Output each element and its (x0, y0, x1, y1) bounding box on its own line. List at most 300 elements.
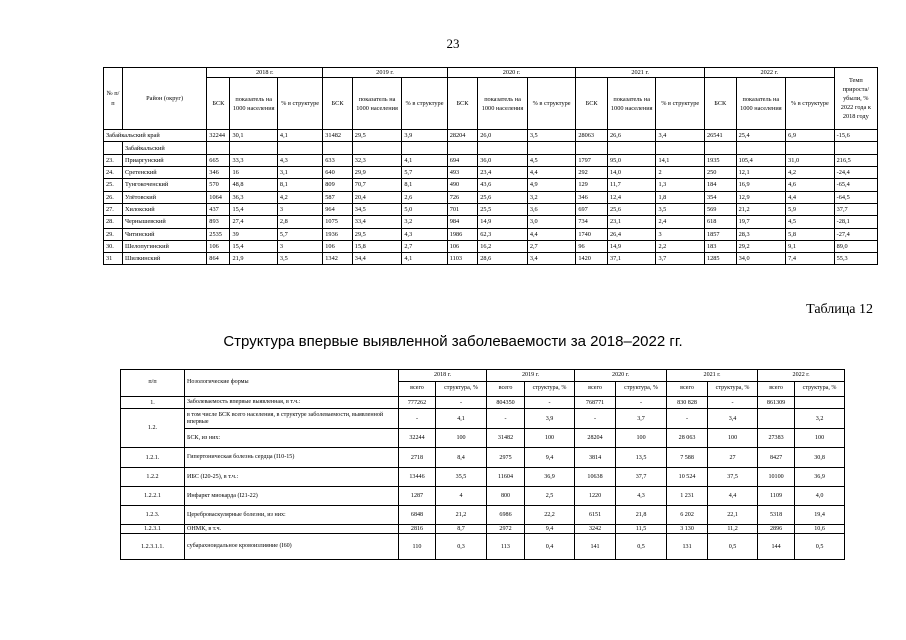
table-row (121, 506, 845, 525)
value-cell: 3,5 (527, 130, 576, 142)
district-name: Тунгокоченский (122, 179, 206, 191)
value-cell: 12,1 (736, 167, 786, 179)
value-cell: 106 (447, 240, 478, 252)
district-name: Шелопугинский (122, 240, 206, 252)
table-row (121, 525, 845, 534)
value-cell: 2718 (399, 448, 436, 468)
value-cell: 2816 (399, 525, 436, 534)
value-cell: 984 (447, 216, 478, 228)
value-cell: 3 130 (667, 525, 708, 534)
value-cell: 2,7 (527, 240, 576, 252)
value-cell: 665 (207, 154, 230, 166)
value-cell: 26,4 (607, 228, 655, 240)
sub-header: БСК (704, 78, 736, 130)
value-cell: 8,1 (277, 179, 322, 191)
value-cell: 861309 (758, 397, 795, 409)
value-cell: 0,5 (616, 534, 667, 560)
value-cell: 3,4 (656, 130, 705, 142)
value-cell: 37,7 (834, 203, 877, 215)
district-name: Хилокский (122, 203, 206, 215)
value-cell: 6,9 (786, 130, 835, 142)
sub-header: всего (758, 382, 795, 397)
value-cell: 1740 (576, 228, 608, 240)
value-cell: 28,3 (736, 228, 786, 240)
value-cell: 20,4 (352, 191, 402, 203)
value-cell: 15,4 (230, 240, 277, 252)
value-cell: 14,9 (607, 240, 655, 252)
sub-header: % в структуре (402, 78, 447, 130)
value-cell: 37,7 (616, 468, 667, 487)
row-number: 27. (104, 203, 123, 215)
value-cell: - (575, 409, 616, 429)
value-cell: 105,4 (736, 154, 786, 166)
value-cell: 31482 (487, 429, 525, 448)
value-cell (323, 142, 353, 154)
row-number: 25. (104, 179, 123, 191)
value-cell: 2,2 (656, 240, 705, 252)
sub-header: всего (487, 382, 525, 397)
value-cell (607, 142, 655, 154)
sub-header: % в структуре (527, 78, 576, 130)
value-cell: 36,0 (478, 154, 528, 166)
value-cell: 32244 (399, 429, 436, 448)
sub-header: структура, % (616, 382, 667, 397)
row-number: 1.2.3.1 (121, 525, 185, 534)
value-cell: 34,4 (352, 253, 402, 265)
year-header: 2021 г. (667, 370, 758, 382)
value-cell: 804350 (487, 397, 525, 409)
table-row (121, 448, 845, 468)
value-cell: 23,4 (478, 167, 528, 179)
value-cell: 31,0 (786, 154, 835, 166)
value-cell: 36,9 (795, 468, 845, 487)
row-number: 1.2.3.1.1. (121, 534, 185, 560)
value-cell: 777262 (399, 397, 436, 409)
value-cell: 21,9 (230, 253, 277, 265)
value-cell: 29,2 (736, 240, 786, 252)
district-name: Сретенский (122, 167, 206, 179)
value-cell: 106 (323, 240, 353, 252)
value-cell: 100 (795, 429, 845, 448)
value-cell: 30,8 (795, 448, 845, 468)
col-forms-header: Нозологические формы (185, 370, 399, 397)
value-cell: 25,6 (478, 191, 528, 203)
value-cell: 21,8 (616, 506, 667, 525)
value-cell: 4,3 (616, 487, 667, 506)
value-cell: 292 (576, 167, 608, 179)
district-name: Читинский (122, 228, 206, 240)
row-number: 24. (104, 167, 123, 179)
structure-table (120, 369, 845, 560)
form-name: субарахноидальное кровоизлияние (I60) (185, 534, 399, 560)
value-cell: 9,1 (786, 240, 835, 252)
value-cell: 768771 (575, 397, 616, 409)
value-cell: 0,5 (795, 534, 845, 560)
value-cell: 0,3 (436, 534, 487, 560)
value-cell: 110 (399, 534, 436, 560)
value-cell: 100 (616, 429, 667, 448)
value-cell: 9,4 (525, 448, 575, 468)
value-cell: 9,4 (525, 525, 575, 534)
value-cell: 3 (277, 203, 322, 215)
value-cell: 1,8 (656, 191, 705, 203)
value-cell: 113 (487, 534, 525, 560)
value-cell: 1342 (323, 253, 353, 265)
sub-header: всего (575, 382, 616, 397)
value-cell: 3,6 (527, 203, 576, 215)
form-name: БСК, из них: (185, 429, 399, 448)
value-cell: 8427 (758, 448, 795, 468)
value-cell: 15,4 (230, 203, 277, 215)
value-cell (704, 142, 736, 154)
row-number: 29. (104, 228, 123, 240)
district-name: Улётовский (122, 191, 206, 203)
value-cell: 33,3 (230, 154, 277, 166)
value-cell (230, 142, 277, 154)
value-cell: 2975 (487, 448, 525, 468)
value-cell: 7,4 (786, 253, 835, 265)
value-cell: 25,5 (478, 203, 528, 215)
year-header: 2022 г. (758, 370, 845, 382)
value-cell: 2,8 (277, 216, 322, 228)
value-cell: 3,9 (525, 409, 575, 429)
value-cell: 28 063 (667, 429, 708, 448)
year-header: 2019 г. (323, 68, 447, 78)
value-cell: 493 (447, 167, 478, 179)
value-cell: 13,5 (616, 448, 667, 468)
value-cell: 3,5 (656, 203, 705, 215)
value-cell: 633 (323, 154, 353, 166)
value-cell: 11,5 (616, 525, 667, 534)
sub-header: структура, % (795, 382, 845, 397)
value-cell: 16 (230, 167, 277, 179)
value-cell: 830 828 (667, 397, 708, 409)
table-row (104, 179, 878, 191)
table-row (104, 216, 878, 228)
value-cell: 701 (447, 203, 478, 215)
value-cell: 4,4 (708, 487, 758, 506)
value-cell: 27383 (758, 429, 795, 448)
value-cell: - (708, 397, 758, 409)
value-cell: 0,4 (525, 534, 575, 560)
value-cell: 29,9 (352, 167, 402, 179)
value-cell: 5,9 (786, 203, 835, 215)
year-header: 2018 г. (399, 370, 487, 382)
value-cell: 33,4 (352, 216, 402, 228)
value-cell: -64,5 (834, 191, 877, 203)
value-cell: 16,9 (736, 179, 786, 191)
value-cell: 2896 (758, 525, 795, 534)
value-cell: 4,2 (277, 191, 322, 203)
value-cell: 4 (436, 487, 487, 506)
value-cell: 640 (323, 167, 353, 179)
value-cell: 4,1 (436, 409, 487, 429)
value-cell: 809 (323, 179, 353, 191)
sub-header: показатель на 1000 населения (478, 78, 528, 130)
value-cell: 3,0 (527, 216, 576, 228)
value-cell: 34,5 (352, 203, 402, 215)
sub-header: БСК (323, 78, 353, 130)
value-cell: 4,5 (527, 154, 576, 166)
value-cell: 3,9 (402, 130, 447, 142)
value-cell: 8,1 (402, 179, 447, 191)
form-name: Инфаркт миокарда (I21-22) (185, 487, 399, 506)
value-cell: 28204 (447, 130, 478, 142)
row-number: 1.2.2 (121, 468, 185, 487)
value-cell: 3 (277, 240, 322, 252)
value-cell: 31482 (323, 130, 353, 142)
value-cell: 3,7 (656, 253, 705, 265)
row-number: 1.2.2.1 (121, 487, 185, 506)
value-cell: 62,3 (478, 228, 528, 240)
value-cell: 19,4 (795, 506, 845, 525)
value-cell: 11,7 (607, 179, 655, 191)
value-cell: 734 (576, 216, 608, 228)
value-cell: 37,1 (607, 253, 655, 265)
value-cell: 618 (704, 216, 736, 228)
value-cell: 2,6 (402, 191, 447, 203)
value-cell: 570 (207, 179, 230, 191)
sub-header: % в структуре (277, 78, 322, 130)
value-cell: 5318 (758, 506, 795, 525)
value-cell: 3,4 (527, 253, 576, 265)
district-name: Забайкальский (122, 142, 206, 154)
value-cell: 6 202 (667, 506, 708, 525)
value-cell: - (525, 397, 575, 409)
value-cell: 32,3 (352, 154, 402, 166)
table-row (104, 228, 878, 240)
value-cell: 3 (656, 228, 705, 240)
value-cell: 1064 (207, 191, 230, 203)
value-cell: 100 (525, 429, 575, 448)
year-header: 2018 г. (207, 68, 323, 78)
value-cell: 26,0 (478, 130, 528, 142)
table-row (104, 167, 878, 179)
sub-header: % в структуре (656, 78, 705, 130)
value-cell: 3,1 (277, 167, 322, 179)
value-cell: 28204 (575, 429, 616, 448)
value-cell: 22,2 (525, 506, 575, 525)
value-cell: 15,8 (352, 240, 402, 252)
value-cell: 3,4 (708, 409, 758, 429)
value-cell: 2,5 (525, 487, 575, 506)
value-cell: -28,1 (834, 216, 877, 228)
value-cell (656, 142, 705, 154)
table-row (121, 409, 845, 429)
value-cell: 4,1 (402, 154, 447, 166)
value-cell: 5,7 (402, 167, 447, 179)
table-row (121, 397, 845, 409)
value-cell: - (616, 397, 667, 409)
value-cell: 346 (207, 167, 230, 179)
page-number: 23 (446, 36, 460, 51)
value-cell: - (487, 409, 525, 429)
value-cell: 144 (758, 534, 795, 560)
col-num-header: № п/п (104, 68, 123, 130)
value-cell: 1857 (704, 228, 736, 240)
value-cell (352, 142, 402, 154)
value-cell: 2535 (207, 228, 230, 240)
value-cell: 95,0 (607, 154, 655, 166)
value-cell: 2,7 (402, 240, 447, 252)
value-cell: 29,5 (352, 130, 402, 142)
value-cell: 4,6 (786, 179, 835, 191)
value-cell (758, 409, 795, 429)
value-cell: 354 (704, 191, 736, 203)
year-header: 2020 г. (447, 68, 576, 78)
sub-header: % в структуре (786, 78, 835, 130)
sub-header: показатель на 1000 населения (607, 78, 655, 130)
value-cell: 35,5 (436, 468, 487, 487)
value-cell: 1986 (447, 228, 478, 240)
value-cell: 22,1 (708, 506, 758, 525)
value-cell: 4,0 (795, 487, 845, 506)
value-cell (447, 142, 478, 154)
value-cell: 569 (704, 203, 736, 215)
value-cell: 893 (207, 216, 230, 228)
row-number: 26. (104, 191, 123, 203)
value-cell: -15,6 (834, 130, 877, 142)
value-cell: 11,2 (708, 525, 758, 534)
table-row-total (104, 130, 878, 142)
value-cell: 4,1 (402, 253, 447, 265)
value-cell (402, 142, 447, 154)
table-row (121, 429, 845, 448)
value-cell: 12,9 (736, 191, 786, 203)
row-number: 30. (104, 240, 123, 252)
table-row (121, 534, 845, 560)
value-cell: 10638 (575, 468, 616, 487)
value-cell: 141 (575, 534, 616, 560)
table-caption: Таблица 12 (806, 302, 873, 317)
value-cell: 2972 (487, 525, 525, 534)
value-cell: 1936 (323, 228, 353, 240)
row-number: 28. (104, 216, 123, 228)
row-number: 1. (121, 397, 185, 409)
value-cell: 697 (576, 203, 608, 215)
value-cell (527, 142, 576, 154)
value-cell: 21,2 (736, 203, 786, 215)
value-cell: 4,2 (786, 167, 835, 179)
sub-header: структура, % (708, 382, 758, 397)
value-cell: 4,4 (527, 167, 576, 179)
value-cell: 6848 (399, 506, 436, 525)
value-cell: 1,3 (656, 179, 705, 191)
value-cell: 39 (230, 228, 277, 240)
sub-header: всего (667, 382, 708, 397)
value-cell: 28063 (576, 130, 608, 142)
district-name: Шилкинский (122, 253, 206, 265)
value-cell: 131 (667, 534, 708, 560)
table-row (104, 203, 878, 215)
value-cell: 36,3 (230, 191, 277, 203)
value-cell: 19,7 (736, 216, 786, 228)
year-header: 2022 г. (704, 68, 834, 78)
value-cell: -27,4 (834, 228, 877, 240)
value-cell: 14,0 (607, 167, 655, 179)
value-cell: 26541 (704, 130, 736, 142)
value-cell: 726 (447, 191, 478, 203)
value-cell: 4,1 (277, 130, 322, 142)
growth-header: Темп прироста/ убыли, % 2022 года к 2018 году (834, 68, 877, 130)
sub-header: структура, % (525, 382, 575, 397)
sub-header: БСК (447, 78, 478, 130)
value-cell: 437 (207, 203, 230, 215)
table-row (104, 154, 878, 166)
value-cell: 7 588 (667, 448, 708, 468)
form-name: Заболеваемость впервые выявленная, в т.ч.: (185, 397, 399, 409)
value-cell: 800 (487, 487, 525, 506)
value-cell: 3,2 (795, 409, 845, 429)
value-cell: 346 (576, 191, 608, 203)
value-cell: 12,4 (607, 191, 655, 203)
form-name: ИБС (I20-25), в т.ч.: (185, 468, 399, 487)
value-cell (736, 142, 786, 154)
value-cell (795, 397, 845, 409)
table-row (121, 468, 845, 487)
value-cell: 96 (576, 240, 608, 252)
value-cell: 129 (576, 179, 608, 191)
value-cell: 25,4 (736, 130, 786, 142)
value-cell: 37,5 (708, 468, 758, 487)
value-cell: 2,4 (656, 216, 705, 228)
form-name: Цереброваскулярные болезни, из них: (185, 506, 399, 525)
value-cell (478, 142, 528, 154)
value-cell: 4,3 (402, 228, 447, 240)
value-cell: 8,4 (436, 448, 487, 468)
value-cell: 5,7 (277, 228, 322, 240)
value-cell: 3,2 (402, 216, 447, 228)
value-cell (576, 142, 608, 154)
value-cell: 694 (447, 154, 478, 166)
value-cell: 1109 (758, 487, 795, 506)
row-number: 1.2.1. (121, 448, 185, 468)
value-cell: 43,6 (478, 179, 528, 191)
value-cell: 3,5 (277, 253, 322, 265)
value-cell: 1220 (575, 487, 616, 506)
value-cell: 4,9 (527, 179, 576, 191)
row-number: 1.2.3. (121, 506, 185, 525)
value-cell: 55,3 (834, 253, 877, 265)
value-cell: 3,7 (616, 409, 667, 429)
value-cell (207, 142, 230, 154)
form-name: Гипертоническая болезнь сердца (I10-15) (185, 448, 399, 468)
value-cell: 32244 (207, 130, 230, 142)
value-cell (277, 142, 322, 154)
value-cell: - (436, 397, 487, 409)
sub-header: показатель на 1000 населения (230, 78, 277, 130)
value-cell: 34,0 (736, 253, 786, 265)
value-cell: 10 524 (667, 468, 708, 487)
value-cell: 1420 (576, 253, 608, 265)
district-name: Забайкальский край (104, 130, 207, 142)
sub-header: всего (399, 382, 436, 397)
district-name: Чернышевский (122, 216, 206, 228)
value-cell (786, 142, 835, 154)
form-name: в том числе БСК всего населения, в структуре заболеваемости, выявленной впервые (185, 409, 399, 429)
value-cell: 1 231 (667, 487, 708, 506)
value-cell: 6986 (487, 506, 525, 525)
value-cell: 4,3 (277, 154, 322, 166)
value-cell: 184 (704, 179, 736, 191)
value-cell: 26,6 (607, 130, 655, 142)
year-header: 2021 г. (576, 68, 705, 78)
col-district-header: Район (округ) (122, 68, 206, 130)
value-cell: 29,5 (352, 228, 402, 240)
value-cell: 5,0 (402, 203, 447, 215)
value-cell: 100 (708, 429, 758, 448)
sub-header: показатель на 1000 населения (352, 78, 402, 130)
